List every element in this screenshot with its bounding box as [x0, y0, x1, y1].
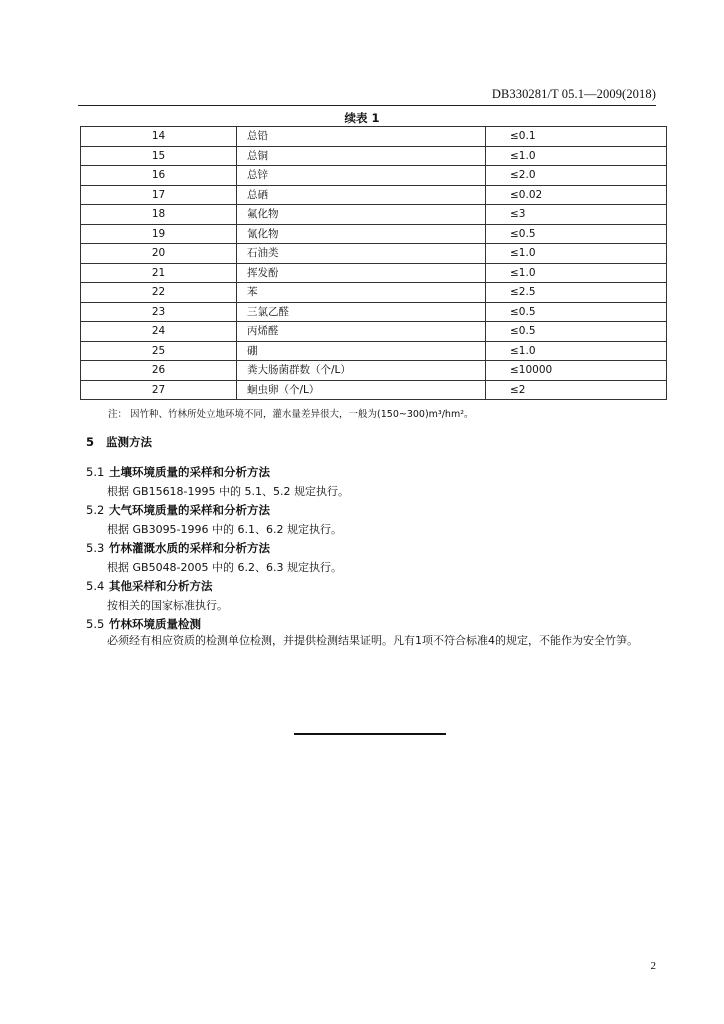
subsection-5-4-heading: [86, 578, 213, 594]
row-number: 15: [81, 146, 237, 166]
row-number: 19: [81, 224, 237, 244]
row-item: 氟化物: [237, 205, 486, 225]
subsection-number: 5.4: [86, 579, 105, 593]
table-row: [81, 283, 667, 303]
subsection-5-4-text: 按相关的国家标准执行。: [107, 599, 228, 612]
row-item: 总锌: [237, 166, 486, 186]
row-item: 总铅: [237, 127, 486, 147]
row-limit: ≤0.02: [486, 185, 667, 205]
row-item: 三氯乙醛: [237, 302, 486, 322]
table-row: [81, 146, 667, 166]
section-title: 监测方法: [106, 435, 152, 449]
row-item: 粪大肠菌群数（个/L）: [237, 361, 486, 381]
document-code: DB330281/T 05.1—2009(2018): [491, 87, 656, 101]
row-number: 22: [81, 283, 237, 303]
row-number: 16: [81, 166, 237, 186]
subsection-5-1-heading: [86, 464, 270, 480]
row-number: 18: [81, 205, 237, 225]
table-row: [81, 224, 667, 244]
section-5-heading: [86, 434, 152, 450]
table-row: [81, 127, 667, 147]
page-number: 2: [650, 960, 656, 972]
limits-table: [80, 126, 667, 400]
subsection-5-2-text: 根据 GB3095-1996 中的 6.1、6.2 规定执行。: [107, 523, 343, 536]
row-item: 石油类: [237, 244, 486, 264]
table-row: [81, 185, 667, 205]
subsection-number: 5.1: [86, 465, 105, 479]
table-row: [81, 380, 667, 400]
table-row: [81, 244, 667, 264]
subsection-5-1-text: 根据 GB15618-1995 中的 5.1、5.2 规定执行。: [107, 485, 349, 498]
header-rule: [78, 105, 656, 106]
subsection-5-2-heading: [86, 502, 270, 518]
table-row: [81, 302, 667, 322]
row-limit: ≤0.5: [486, 224, 667, 244]
row-number: 14: [81, 127, 237, 147]
table-row: [81, 263, 667, 283]
row-item: 硼: [237, 341, 486, 361]
table-row: [81, 361, 667, 381]
row-item: 氰化物: [237, 224, 486, 244]
row-item: 挥发酚: [237, 263, 486, 283]
row-item: 总硒: [237, 185, 486, 205]
subsection-number: 5.5: [86, 617, 105, 631]
subsection-title: 土壤环境质量的采样和分析方法: [109, 465, 270, 479]
row-limit: ≤1.0: [486, 341, 667, 361]
row-item: 丙烯醛: [237, 322, 486, 342]
row-limit: ≤0.5: [486, 302, 667, 322]
subsection-number: 5.2: [86, 503, 105, 517]
row-number: 26: [81, 361, 237, 381]
row-number: 21: [81, 263, 237, 283]
subsection-title: 大气环境质量的采样和分析方法: [109, 503, 270, 517]
row-limit: ≤1.0: [486, 146, 667, 166]
row-number: 25: [81, 341, 237, 361]
table-row: [81, 166, 667, 186]
table-row: [81, 322, 667, 342]
row-limit: ≤10000: [486, 361, 667, 381]
row-limit: ≤0.1: [486, 127, 667, 147]
row-number: 23: [81, 302, 237, 322]
row-limit: ≤2.0: [486, 166, 667, 186]
row-item: 总铜: [237, 146, 486, 166]
row-item: 苯: [237, 283, 486, 303]
row-number: 20: [81, 244, 237, 264]
subsection-5-3-heading: [86, 540, 270, 556]
subsection-title: 其他采样和分析方法: [109, 579, 213, 593]
row-number: 27: [81, 380, 237, 400]
row-limit: ≤2.5: [486, 283, 667, 303]
subsection-title: 竹林灌溉水质的采样和分析方法: [109, 541, 270, 555]
subsection-5-5-heading: [86, 616, 201, 632]
subsection-5-5-text: 必须经有相应资质的检测单位检测，并提供检测结果证明。凡有1项不符合标准4的规定，不能作为安全竹笋。: [107, 634, 638, 647]
subsection-5-3-text: 根据 GB5048-2005 中的 6.2、6.3 规定执行。: [107, 561, 343, 574]
row-number: 17: [81, 185, 237, 205]
table-note: 注： 因竹种、竹林所处立地环境不同，灌水量差异很大，一般为(150~300)m³/hm²。: [108, 409, 474, 420]
row-item: 蛔虫卵（个/L）: [237, 380, 486, 400]
subsection-title: 竹林环境质量检测: [109, 617, 201, 631]
table-row: [81, 341, 667, 361]
row-number: 24: [81, 322, 237, 342]
row-limit: ≤2: [486, 380, 667, 400]
subsection-number: 5.3: [86, 541, 105, 555]
row-limit: ≤0.5: [486, 322, 667, 342]
end-of-document-rule: [294, 733, 446, 735]
section-number: 5: [86, 435, 95, 449]
row-limit: ≤3: [486, 205, 667, 225]
table-row: [81, 205, 667, 225]
table-caption: 续表 1: [344, 111, 380, 125]
row-limit: ≤1.0: [486, 244, 667, 264]
row-limit: ≤1.0: [486, 263, 667, 283]
